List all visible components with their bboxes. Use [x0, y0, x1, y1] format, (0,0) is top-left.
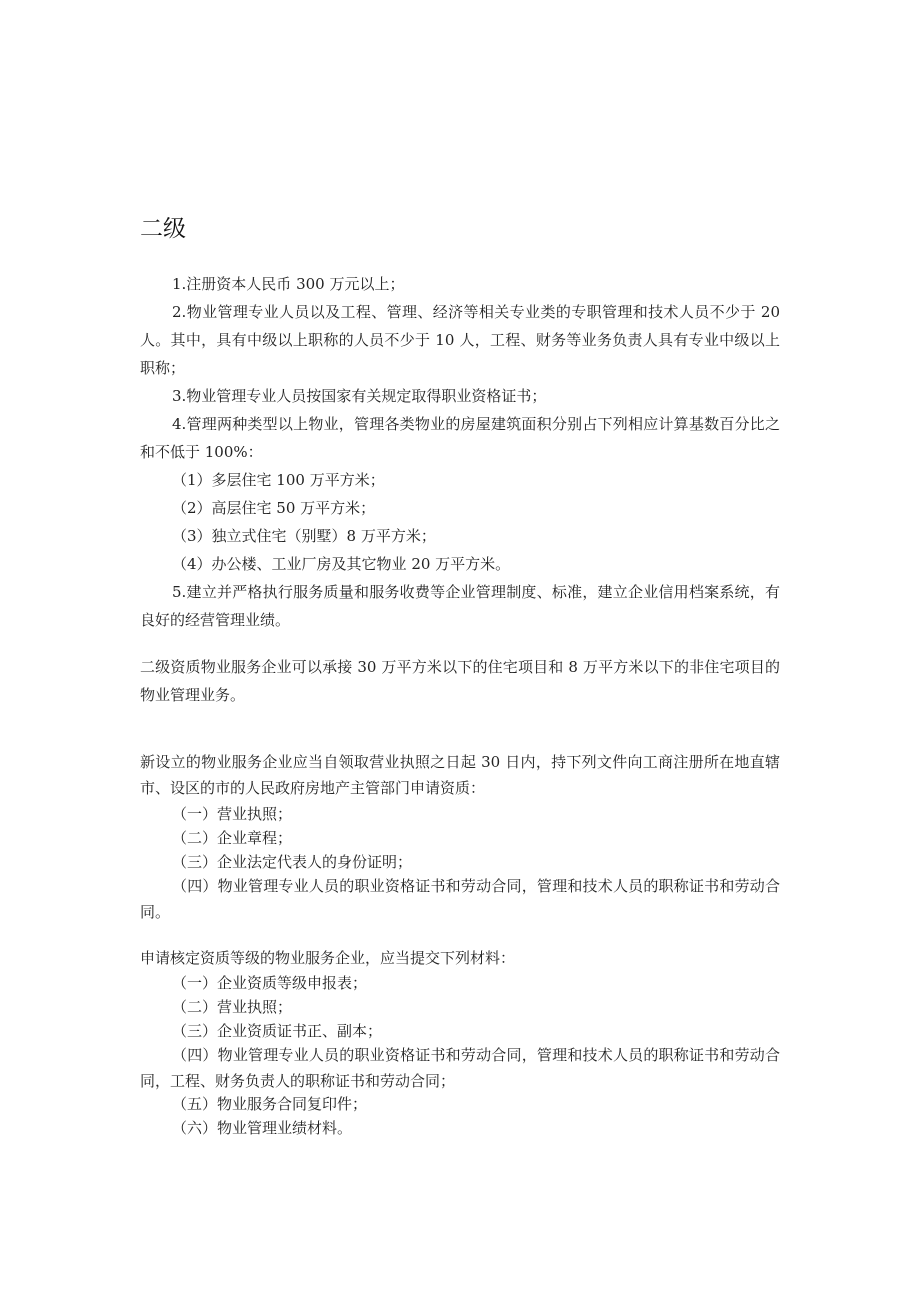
requirement-4: 4.管理两种类型以上物业，管理各类物业的房屋建筑面积分别占下列相应计算基数百分比之和不低于 100%： [140, 415, 780, 461]
new-company-item: （一）营业执照； [172, 805, 293, 823]
new-company-item: （二）企业章程； [172, 829, 293, 847]
business-scope: 二级资质物业服务企业可以承接 30 万平方米以下的住宅项目和 8 万平方米以下的非住宅项目的物业管理业务。 [140, 658, 780, 704]
area-item: （4）办公楼、工业厂房及其它物业 20 万平方米。 [172, 555, 511, 573]
grade-application-item: （三）企业资质证书正、副本； [172, 1022, 383, 1040]
area-item: （2）高层住宅 50 万平方米； [172, 499, 376, 517]
requirement-2: 2.物业管理专业人员以及工程、管理、经济等相关专业类的专职管理和技术人员不少于 20 人。其中，具有中级以上职称的人员不少于 10 人，工程、财务等业务负责人具有专业中级以上职称； [140, 303, 780, 377]
section-heading: 二级 [140, 216, 186, 242]
grade-application-item: （一）企业资质等级申报表； [172, 974, 368, 992]
grade-application-item: （五）物业服务合同复印件； [172, 1095, 368, 1113]
new-company-intro: 新设立的物业服务企业应当自领取营业执照之日起 30 日内，持下列文件向工商注册所在地直辖市、设区的市的人民政府房地产主管部门申请资质： [140, 753, 780, 797]
new-company-item: （三）企业法定代表人的身份证明； [172, 853, 413, 871]
new-company-item: （四）物业管理专业人员的职业资格证书和劳动合同，管理和技术人员的职称证书和劳动合同。 [140, 877, 780, 921]
grade-application-item: （二）营业执照； [172, 998, 293, 1016]
requirement-3: 3.物业管理专业人员按国家有关规定取得职业资格证书； [172, 387, 547, 405]
requirement-5: 5.建立并严格执行服务质量和服务收费等企业管理制度、标准，建立企业信用档案系统，有良好的经营管理业绩。 [140, 583, 780, 629]
area-item: （1）多层住宅 100 万平方米； [172, 471, 385, 489]
grade-application-item: （四）物业管理专业人员的职业资格证书和劳动合同，管理和技术人员的职称证书和劳动合同，工程、财务负责人的职称证书和劳动合同； [140, 1046, 780, 1090]
area-item: （3）独立式住宅（别墅）8 万平方米； [172, 527, 436, 545]
grade-application-item: （六）物业管理业绩材料。 [172, 1119, 353, 1137]
grade-application-intro: 申请核定资质等级的物业服务企业，应当提交下列材料： [140, 949, 516, 967]
requirement-1: 1.注册资本人民币 300 万元以上； [172, 275, 405, 293]
